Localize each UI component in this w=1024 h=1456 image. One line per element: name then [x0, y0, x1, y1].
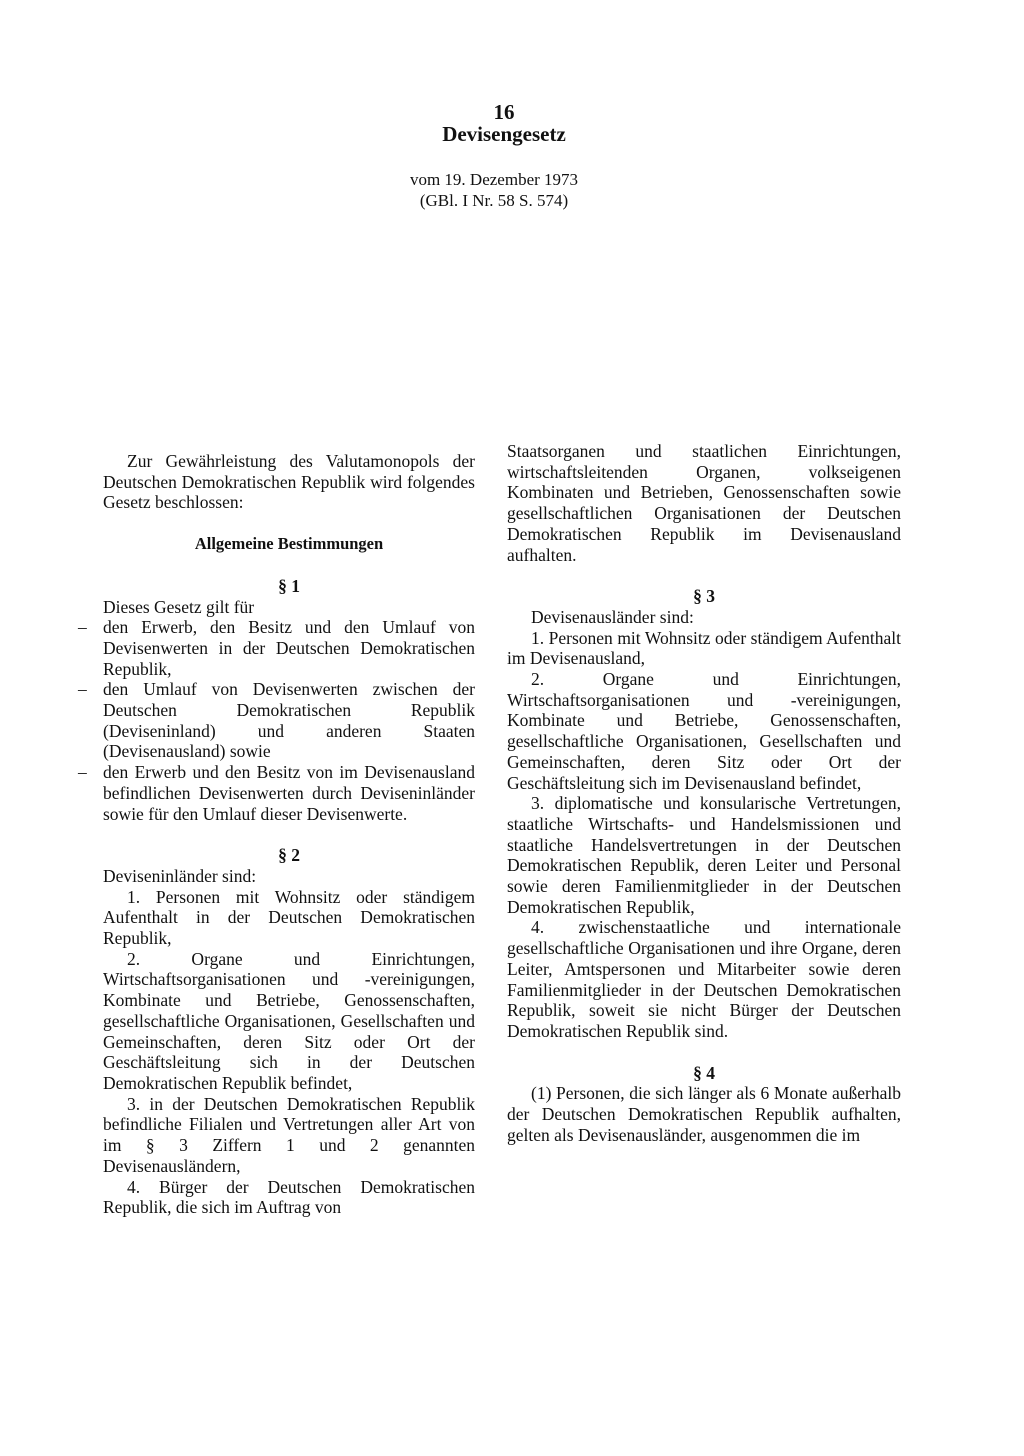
paragraph-2-item: 1. Personen mit Wohnsitz oder ständigem Aufenthalt in der Deutschen Demokratischen Republik, [103, 886, 475, 949]
paragraph-3-item: 2. Organe und Einrichtungen, Wirtschaftsorganisationen und -vereinigungen, Kombinate und Betriebe, Genossenschaften, gesellschaftliche Organisationen, Gesellschaften und Gemeinschaften, deren Sitz oder Ort der Geschäftsleitung sich im Devisenausland befindet, [507, 669, 901, 793]
paragraph-2-lead: Deviseninländer sind: [103, 865, 257, 886]
paragraph-1-heading: § 1 [278, 575, 300, 596]
paragraph-3-item: 1. Personen mit Wohnsitz oder ständigem Aufenthalt im Devisenausland, [507, 627, 901, 669]
paragraph-3-lead: Devisenausländer sind: [531, 606, 694, 627]
preamble: Zur Gewährleistung des Valutamonopols der Deutschen Demokratischen Republik wird folgendes Gesetz beschlossen: [103, 451, 475, 513]
law-number: 16 [493, 100, 515, 124]
paragraph-3-item: 3. diplomatische und konsularische Vertretungen, staatliche Wirtschafts- und Handelsmissionen und staatliche Handelsvertretungen in der Deutschen Demokratischen Republik, deren Leiter und Personal sowie deren Familienmitglieder in der Deutschen Demokratischen Republik, [507, 793, 901, 917]
paragraph-4-heading: § 4 [693, 1062, 715, 1083]
paragraph-2-item: 2. Organe und Einrichtungen, Wirtschaftsorganisationen und -vereinigungen, Kombinate und Betriebe, Genossenschaften, gesellschaftliche Organisationen, Gesellschaften und Gemeinschaften, deren Sitz oder Ort der Geschäftsleitung sich in der Deutschen Demokratischen Republik befindet, [103, 948, 475, 1093]
law-title: Devisengesetz [442, 122, 566, 146]
paragraph-2-item: 3. in der Deutschen Demokratischen Republik befindliche Filialen und Vertretungen aller Art von im § 3 Ziffern 1 und 2 genannten Devisenausländern, [103, 1093, 475, 1176]
paragraph-3-item: 4. zwischenstaatliche und internationale gesellschaftliche Organisationen und ihre Organe, deren Leiter, Amtspersonen und Mitarbeiter sowie deren Familienmitglieder in der Deutschen Demokratischen Republik, soweit sie nicht Bürger der Deutschen Demokratischen Republik sind. [507, 917, 901, 1041]
paragraph-1-item: – den Erwerb, den Besitz und den Umlauf von Devisenwerten in der Deutschen Demokratischen Republik, [78, 617, 475, 679]
paragraph-2-heading: § 2 [278, 845, 300, 866]
paragraph-4-text: (1) Personen, die sich länger als 6 Monate außerhalb der Deutschen Demokratischen Republik aufhalten, gelten als Devisenausländer, ausgenommen die im [507, 1083, 901, 1145]
paragraph-2-item: 4. Bürger der Deutschen Demokratischen Republik, die sich im Auftrag von [103, 1176, 475, 1218]
continuation-text: Staatsorganen und staatlichen Einrichtungen, wirtschaftsleitenden Organen, volkseigenen Kombinaten und Betrieben, Genossenschaften sowie gesellschaftlichen Organisationen der Deutschen Demokratischen Republik im Devisenausland aufhalten. [507, 441, 901, 565]
law-date: vom 19. Dezember 1973 [409, 170, 579, 189]
right-column [507, 441, 901, 1146]
section-title-general-provisions: Allgemeine Bestimmungen [194, 534, 384, 554]
paragraph-1-item: – den Umlauf von Devisenwerten zwischen der Deutschen Demokratischen Republik (Deviseninland) und anderen Staaten (Devisenausland) sowie [78, 679, 475, 762]
paragraph-3-heading: § 3 [693, 586, 715, 607]
paragraph-1-item: – den Erwerb und den Besitz von im Devisenausland befindlichen Devisenwerten durch Deviseninländer sowie für den Umlauf dieser Devisenwerte. [78, 762, 475, 824]
paragraph-1-lead: Dieses Gesetz gilt für [103, 596, 255, 617]
left-column [78, 451, 475, 1218]
law-reference: (GBl. I Nr. 58 S. 574) [419, 191, 569, 210]
